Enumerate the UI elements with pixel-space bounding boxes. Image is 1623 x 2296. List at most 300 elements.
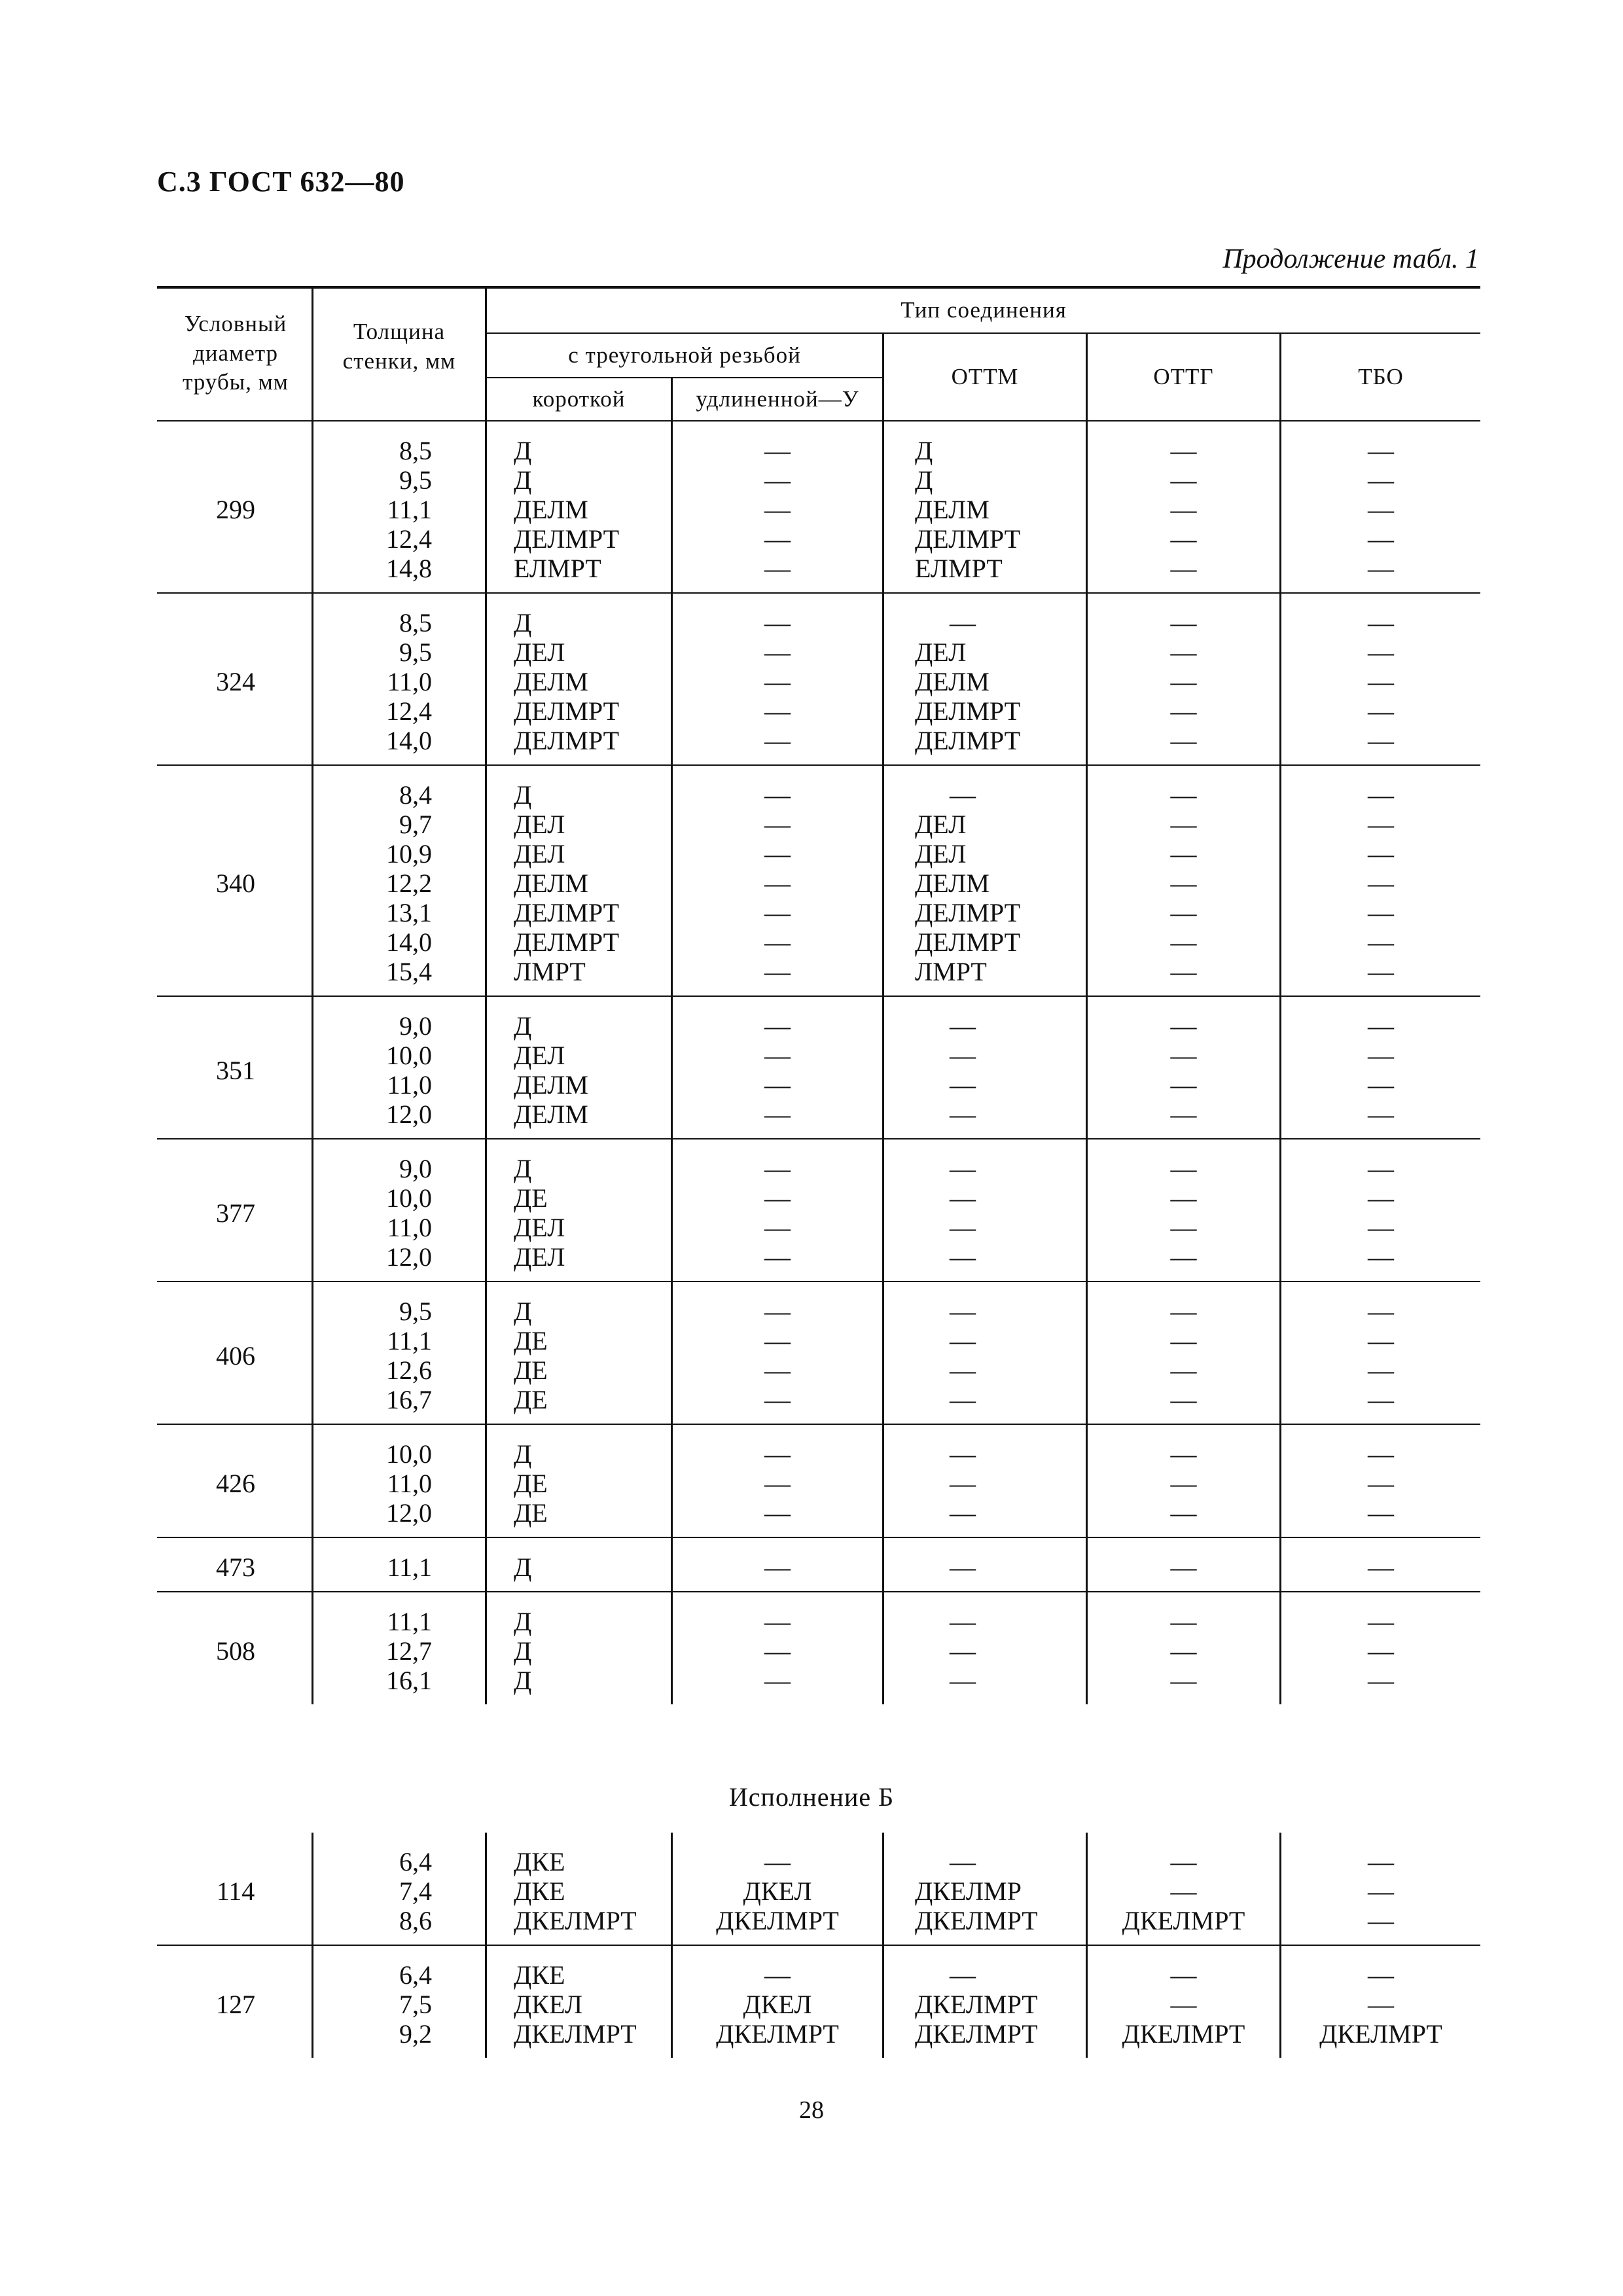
extended-value: — bbox=[764, 1385, 791, 1414]
thickness-value: 10,0 bbox=[386, 1041, 432, 1070]
short-value: Д bbox=[514, 1636, 532, 1666]
ottg-value: — bbox=[1170, 465, 1197, 495]
ottg-value: — bbox=[1170, 810, 1197, 839]
thickness-value: 10,9 bbox=[386, 839, 432, 869]
ottm-column-cell bbox=[915, 1552, 1086, 1582]
diameter-cell: 426 bbox=[216, 1469, 255, 1498]
body-vline bbox=[671, 422, 673, 592]
ottg-value: — bbox=[1170, 839, 1197, 869]
ottm-value: ДЕЛМРТ bbox=[915, 898, 1021, 927]
ottm-value: Д bbox=[915, 465, 933, 495]
extended-value: — bbox=[764, 1011, 791, 1041]
tbo-value: — bbox=[1368, 1439, 1394, 1469]
body-vline bbox=[1086, 766, 1088, 996]
extended-value: — bbox=[764, 1041, 791, 1070]
tbo-column-cell bbox=[1281, 608, 1480, 755]
extended-value: — bbox=[764, 726, 791, 755]
ottm-column-cell bbox=[915, 1297, 1086, 1414]
tbo-value: — bbox=[1368, 608, 1394, 637]
tbo-value: — bbox=[1368, 1666, 1394, 1695]
ottm-value: — bbox=[950, 1242, 976, 1272]
ottg-column-cell bbox=[1088, 1011, 1279, 1129]
extended-column-cell bbox=[673, 1607, 882, 1695]
ottg-value: — bbox=[1170, 1666, 1197, 1695]
thickness-value: 14,8 bbox=[386, 554, 432, 583]
ottm-value: ДЕЛМ bbox=[915, 869, 990, 898]
extended-column-cell bbox=[673, 1847, 882, 1935]
short-value: ДЕЛМ bbox=[514, 869, 588, 898]
thickness-column-cell bbox=[321, 1847, 432, 1935]
ottm-value: — bbox=[950, 1439, 976, 1469]
extended-value: — bbox=[764, 1100, 791, 1129]
ottg-value: — bbox=[1170, 1439, 1197, 1469]
body-vline bbox=[312, 1425, 313, 1537]
diameter-cell: 473 bbox=[216, 1552, 255, 1582]
extended-value: — bbox=[764, 1183, 791, 1213]
tbo-value: — bbox=[1368, 1876, 1394, 1906]
body-vline bbox=[485, 1592, 487, 1704]
ottg-value: — bbox=[1170, 436, 1197, 465]
extended-value: — bbox=[764, 436, 791, 465]
ottm-value: — bbox=[950, 1297, 976, 1326]
extended-value: — bbox=[764, 1469, 791, 1498]
body-vline bbox=[485, 766, 487, 996]
thickness-value: 11,0 bbox=[387, 1213, 432, 1242]
body-vline bbox=[882, 1425, 884, 1537]
ottm-value: ДЕЛМ bbox=[915, 495, 990, 524]
tbo-value: — bbox=[1368, 869, 1394, 898]
page-header: С.3 ГОСТ 632—80 bbox=[157, 166, 405, 198]
short-value: ДКЕ bbox=[514, 1847, 565, 1876]
tbo-column-cell bbox=[1281, 1960, 1480, 2049]
ottg-value: — bbox=[1170, 869, 1197, 898]
tbo-column-cell bbox=[1281, 1552, 1480, 1582]
body-vline bbox=[1279, 422, 1281, 592]
tbo-value: — bbox=[1368, 1326, 1394, 1355]
ottm-value: — bbox=[950, 1183, 976, 1213]
extended-value: ДКЕЛМРТ bbox=[716, 2019, 839, 2049]
tbo-value: — bbox=[1368, 1355, 1394, 1385]
diameter-cell: 377 bbox=[216, 1198, 255, 1228]
ottg-value: — bbox=[1170, 1498, 1197, 1528]
body-vline bbox=[485, 1425, 487, 1537]
ottm-value: — bbox=[950, 1070, 976, 1100]
short-value: ДЕЛ bbox=[514, 1242, 565, 1272]
section-b-title: Исполнение Б bbox=[728, 1782, 895, 1812]
short-column-cell bbox=[514, 1011, 671, 1129]
body-vline bbox=[882, 1946, 884, 2058]
body-vline bbox=[485, 1139, 487, 1281]
tbo-value: — bbox=[1368, 696, 1394, 726]
tbo-column-cell bbox=[1281, 780, 1480, 986]
extended-column-cell bbox=[673, 1960, 882, 2049]
body-vline bbox=[1279, 1538, 1281, 1591]
body-vline bbox=[671, 1139, 673, 1281]
thickness-value: 12,2 bbox=[386, 869, 432, 898]
body-vline bbox=[671, 594, 673, 764]
ottm-value: ДКЕЛМРТ bbox=[915, 2019, 1038, 2049]
thickness-column-cell bbox=[321, 1439, 432, 1528]
extended-value: — bbox=[764, 1636, 791, 1666]
ottg-value: — bbox=[1170, 1100, 1197, 1129]
body-vline bbox=[671, 1425, 673, 1537]
ottg-column-cell bbox=[1088, 1439, 1279, 1528]
extended-column-cell bbox=[673, 1552, 882, 1582]
ottg-value: — bbox=[1170, 608, 1197, 637]
tbo-value: — bbox=[1368, 898, 1394, 927]
extended-value: — bbox=[764, 1297, 791, 1326]
thickness-value: 9,5 bbox=[399, 637, 432, 667]
body-vline bbox=[312, 1833, 313, 1945]
ottg-value: — bbox=[1170, 1242, 1197, 1272]
thickness-value: 14,0 bbox=[386, 726, 432, 755]
extended-value: — bbox=[764, 1498, 791, 1528]
short-value: ДКЕ bbox=[514, 1960, 565, 1990]
thickness-value: 14,0 bbox=[386, 927, 432, 957]
short-value: ДЕЛМРТ bbox=[514, 898, 620, 927]
ottg-value: — bbox=[1170, 1355, 1197, 1385]
thickness-column-cell bbox=[321, 1552, 432, 1582]
tbo-value: — bbox=[1368, 1242, 1394, 1272]
thickness-value: 11,1 bbox=[387, 1607, 432, 1636]
thickness-value: 15,4 bbox=[386, 957, 432, 986]
short-column-cell bbox=[514, 436, 671, 583]
extended-value: — bbox=[764, 465, 791, 495]
tbo-value: — bbox=[1368, 667, 1394, 696]
body-vline bbox=[1279, 1139, 1281, 1281]
ottg-value: — bbox=[1170, 1847, 1197, 1876]
short-column-cell bbox=[514, 1607, 671, 1695]
row-divider bbox=[157, 1281, 1480, 1282]
thickness-value: 7,5 bbox=[399, 1990, 432, 2019]
body-vline bbox=[671, 1538, 673, 1591]
thickness-column-cell bbox=[321, 436, 432, 583]
body-vline bbox=[485, 1946, 487, 2058]
extended-value: ДКЕЛМРТ bbox=[716, 1906, 839, 1935]
ottg-value: ДКЕЛМРТ bbox=[1122, 1906, 1245, 1935]
extended-value: — bbox=[764, 1552, 791, 1582]
short-value: ДЕ bbox=[514, 1385, 548, 1414]
short-value: ДЕЛ bbox=[514, 839, 565, 869]
body-vline bbox=[1086, 422, 1088, 592]
ottm-value: — bbox=[950, 1960, 976, 1990]
body-vline bbox=[1279, 997, 1281, 1138]
short-column-cell bbox=[514, 780, 671, 986]
extended-column-cell bbox=[673, 436, 882, 583]
extended-value: — bbox=[764, 1326, 791, 1355]
short-column-cell bbox=[514, 1439, 671, 1528]
ottg-value: — bbox=[1170, 524, 1197, 554]
ottm-value: — bbox=[950, 1213, 976, 1242]
ottg-column-cell bbox=[1088, 780, 1279, 986]
diameter-cell: 406 bbox=[216, 1340, 255, 1371]
ottg-value: — bbox=[1170, 667, 1197, 696]
thickness-column-cell bbox=[321, 1297, 432, 1414]
short-value: ЛМРТ bbox=[514, 957, 586, 986]
body-vline bbox=[671, 1833, 673, 1945]
short-value: ДЕЛМРТ bbox=[514, 524, 620, 554]
row-divider bbox=[157, 996, 1480, 997]
ottg-value: — bbox=[1170, 1213, 1197, 1242]
ottm-value: ДЕЛМ bbox=[915, 667, 990, 696]
extended-value: — bbox=[764, 554, 791, 583]
ottg-value: — bbox=[1170, 898, 1197, 927]
thickness-value: 12,4 bbox=[386, 524, 432, 554]
tbo-value: — bbox=[1368, 1213, 1394, 1242]
body-vline bbox=[671, 766, 673, 996]
short-value: Д bbox=[514, 465, 532, 495]
extended-value: ДКЕЛ bbox=[743, 1876, 812, 1906]
extended-value: — bbox=[764, 927, 791, 957]
body-vline bbox=[485, 422, 487, 592]
thickness-value: 11,0 bbox=[387, 667, 432, 696]
short-value: ДЕ bbox=[514, 1498, 548, 1528]
extended-value: — bbox=[764, 667, 791, 696]
tbo-value: — bbox=[1368, 1154, 1394, 1183]
short-value: ДЕЛМ bbox=[514, 667, 588, 696]
body-vline bbox=[671, 1946, 673, 2058]
tbo-column-cell bbox=[1281, 1011, 1480, 1129]
tbo-value: — bbox=[1368, 637, 1394, 667]
ottm-column-cell bbox=[915, 608, 1086, 755]
tbo-value: — bbox=[1368, 1990, 1394, 2019]
body-vline bbox=[882, 1139, 884, 1281]
extended-value: ДКЕЛ bbox=[743, 1990, 812, 2019]
thickness-value: 10,0 bbox=[386, 1183, 432, 1213]
diameter-cell: 127 bbox=[216, 1990, 255, 2019]
thickness-column-cell bbox=[321, 1154, 432, 1272]
body-vline bbox=[1279, 766, 1281, 996]
thickness-value: 10,0 bbox=[386, 1439, 432, 1469]
thickness-value: 12,7 bbox=[386, 1636, 432, 1666]
thickness-value: 12,6 bbox=[386, 1355, 432, 1385]
short-value: Д bbox=[514, 1552, 532, 1582]
thickness-value: 16,7 bbox=[386, 1385, 432, 1414]
ottg-value: — bbox=[1170, 554, 1197, 583]
short-column-cell bbox=[514, 1297, 671, 1414]
page-number: 28 bbox=[799, 2096, 824, 2124]
body-vline bbox=[882, 1538, 884, 1591]
extended-value: — bbox=[764, 869, 791, 898]
extended-value: — bbox=[764, 524, 791, 554]
ottm-value: — bbox=[950, 1011, 976, 1041]
tbo-value: — bbox=[1368, 1297, 1394, 1326]
body-vline bbox=[485, 997, 487, 1138]
body-vline bbox=[671, 1592, 673, 1704]
short-value: ДЕЛ bbox=[514, 637, 565, 667]
extended-value: — bbox=[764, 1666, 791, 1695]
ottg-value: — bbox=[1170, 1876, 1197, 1906]
row-divider bbox=[157, 1537, 1480, 1538]
thickness-value: 6,4 bbox=[399, 1847, 432, 1876]
diameter-cell: 299 bbox=[216, 495, 255, 524]
tbo-value: — bbox=[1368, 839, 1394, 869]
extended-value: — bbox=[764, 1607, 791, 1636]
thickness-value: 8,5 bbox=[399, 608, 432, 637]
ottg-column-cell bbox=[1088, 1847, 1279, 1935]
ottm-value: ДЕЛМРТ bbox=[915, 726, 1021, 755]
thickness-value: 11,0 bbox=[387, 1070, 432, 1100]
body-vline bbox=[312, 1946, 313, 2058]
ottg-value: — bbox=[1170, 1990, 1197, 2019]
ottm-column-cell bbox=[915, 780, 1086, 986]
tbo-value: — bbox=[1368, 554, 1394, 583]
ottm-value: — bbox=[950, 780, 976, 810]
short-column-cell bbox=[514, 1552, 671, 1582]
short-value: ДКЕ bbox=[514, 1876, 565, 1906]
ottg-value: — bbox=[1170, 1385, 1197, 1414]
extended-value: — bbox=[764, 1847, 791, 1876]
extended-value: — bbox=[764, 608, 791, 637]
ottg-column-cell bbox=[1088, 1552, 1279, 1582]
ottm-value: ДКЕЛМРТ bbox=[915, 1990, 1038, 2019]
ottm-value: — bbox=[950, 1636, 976, 1666]
body-vline bbox=[312, 766, 313, 996]
thickness-value: 9,7 bbox=[399, 810, 432, 839]
ottm-column-cell bbox=[915, 1607, 1086, 1695]
ottm-column-cell bbox=[915, 1847, 1086, 1935]
tbo-value: — bbox=[1368, 810, 1394, 839]
body-vline bbox=[312, 997, 313, 1138]
tbo-value: — bbox=[1368, 1552, 1394, 1582]
ottm-value: ДЕЛМРТ bbox=[915, 927, 1021, 957]
short-column-cell bbox=[514, 1154, 671, 1272]
ottg-value: ДКЕЛМРТ bbox=[1122, 2019, 1245, 2049]
extended-column-cell bbox=[673, 780, 882, 986]
thickness-value: 12,0 bbox=[386, 1242, 432, 1272]
tbo-column-cell bbox=[1281, 1297, 1480, 1414]
header-bottom-rule bbox=[157, 420, 1480, 422]
extended-value: — bbox=[764, 1355, 791, 1385]
extended-value: — bbox=[764, 780, 791, 810]
ottg-value: — bbox=[1170, 1070, 1197, 1100]
short-value: ДЕЛМ bbox=[514, 495, 588, 524]
header-short: короткой bbox=[532, 386, 626, 412]
ottg-value: — bbox=[1170, 1183, 1197, 1213]
ottm-value: ДЕЛМРТ bbox=[915, 696, 1021, 726]
thickness-value: 8,4 bbox=[399, 780, 432, 810]
ottg-column-cell bbox=[1088, 1154, 1279, 1272]
thickness-value: 16,1 bbox=[386, 1666, 432, 1695]
row-divider bbox=[157, 592, 1480, 594]
ottg-value: — bbox=[1170, 1469, 1197, 1498]
ottm-value: ДКЕЛМР bbox=[915, 1876, 1022, 1906]
ottg-value: — bbox=[1170, 726, 1197, 755]
short-value: ДЕЛМРТ bbox=[514, 927, 620, 957]
short-value: Д bbox=[514, 1607, 532, 1636]
row-divider bbox=[157, 764, 1480, 766]
ottg-value: — bbox=[1170, 1041, 1197, 1070]
tbo-value: — bbox=[1368, 524, 1394, 554]
ottm-value: — bbox=[950, 608, 976, 637]
tbo-value: — bbox=[1368, 726, 1394, 755]
extended-value: — bbox=[764, 1154, 791, 1183]
short-column-cell bbox=[514, 1847, 671, 1935]
extended-value: — bbox=[764, 1439, 791, 1469]
ottm-column-cell bbox=[915, 436, 1086, 583]
short-value: ДЕ bbox=[514, 1355, 548, 1385]
tbo-value: — bbox=[1368, 436, 1394, 465]
short-value: Д bbox=[514, 1154, 532, 1183]
body-vline bbox=[1086, 594, 1088, 764]
extended-column-cell bbox=[673, 1011, 882, 1129]
diameter-cell: 340 bbox=[216, 869, 255, 898]
body-vline bbox=[1279, 1425, 1281, 1537]
ottm-value: ДЕЛ bbox=[915, 810, 967, 839]
tbo-value: — bbox=[1368, 465, 1394, 495]
thickness-value: 13,1 bbox=[386, 898, 432, 927]
ottg-column-cell bbox=[1088, 1297, 1279, 1414]
ottm-value: — bbox=[950, 1385, 976, 1414]
tbo-value: — bbox=[1368, 1011, 1394, 1041]
short-value: ДЕЛ bbox=[514, 810, 565, 839]
thickness-value: 11,1 bbox=[387, 1552, 432, 1582]
ottg-column-cell bbox=[1088, 1960, 1279, 2049]
short-value: ДЕЛМ bbox=[514, 1070, 588, 1100]
body-vline bbox=[882, 997, 884, 1138]
body-vline bbox=[882, 594, 884, 764]
body-vline bbox=[1086, 1538, 1088, 1591]
tbo-column-cell bbox=[1281, 1439, 1480, 1528]
short-value: ДКЕЛМРТ bbox=[514, 1906, 637, 1935]
ottm-value: — bbox=[950, 1041, 976, 1070]
short-value: ДЕЛМРТ bbox=[514, 726, 620, 755]
ottg-value: — bbox=[1170, 696, 1197, 726]
tbo-value: — bbox=[1368, 1385, 1394, 1414]
body-vline bbox=[312, 1538, 313, 1591]
thickness-value: 11,1 bbox=[387, 1326, 432, 1355]
body-vline bbox=[312, 1139, 313, 1281]
ottm-value: — bbox=[950, 1498, 976, 1528]
short-column-cell bbox=[514, 608, 671, 755]
header-diameter: Условный диаметр трубы, мм bbox=[183, 310, 289, 395]
extended-value: — bbox=[764, 495, 791, 524]
diameter-cell: 508 bbox=[216, 1636, 255, 1666]
header-ottm: ОТТМ bbox=[951, 363, 1019, 389]
short-value: ДЕ bbox=[514, 1326, 548, 1355]
thickness-column-cell bbox=[321, 1960, 432, 2049]
extended-value: — bbox=[764, 1070, 791, 1100]
tbo-value: — bbox=[1368, 1847, 1394, 1876]
thickness-value: 11,1 bbox=[387, 495, 432, 524]
body-vline bbox=[1086, 1946, 1088, 2058]
tbo-value: — bbox=[1368, 1960, 1394, 1990]
thickness-value: 12,0 bbox=[386, 1498, 432, 1528]
thickness-value: 9,5 bbox=[399, 1297, 432, 1326]
short-value: ДЕЛМ bbox=[514, 1100, 588, 1129]
header-ottg: ОТТГ bbox=[1153, 363, 1214, 389]
body-vline bbox=[1086, 1425, 1088, 1537]
tbo-column-cell bbox=[1281, 436, 1480, 583]
ottg-value: — bbox=[1170, 1011, 1197, 1041]
tbo-value: — bbox=[1368, 495, 1394, 524]
body-vline bbox=[1279, 1946, 1281, 2058]
ottm-value: — bbox=[950, 1355, 976, 1385]
body-vline bbox=[1086, 1139, 1088, 1281]
ottm-value: — bbox=[950, 1607, 976, 1636]
extended-value: — bbox=[764, 696, 791, 726]
short-value: Д bbox=[514, 1297, 532, 1326]
thickness-value: 7,4 bbox=[399, 1876, 432, 1906]
extended-value: — bbox=[764, 637, 791, 667]
short-column-cell bbox=[514, 1960, 671, 2049]
ottm-value: — bbox=[950, 1154, 976, 1183]
body-vline bbox=[882, 766, 884, 996]
short-value: Д bbox=[514, 1666, 532, 1695]
body-vline bbox=[485, 1538, 487, 1591]
ottm-value: ЕЛМРТ bbox=[915, 554, 1003, 583]
extended-value: — bbox=[764, 1213, 791, 1242]
